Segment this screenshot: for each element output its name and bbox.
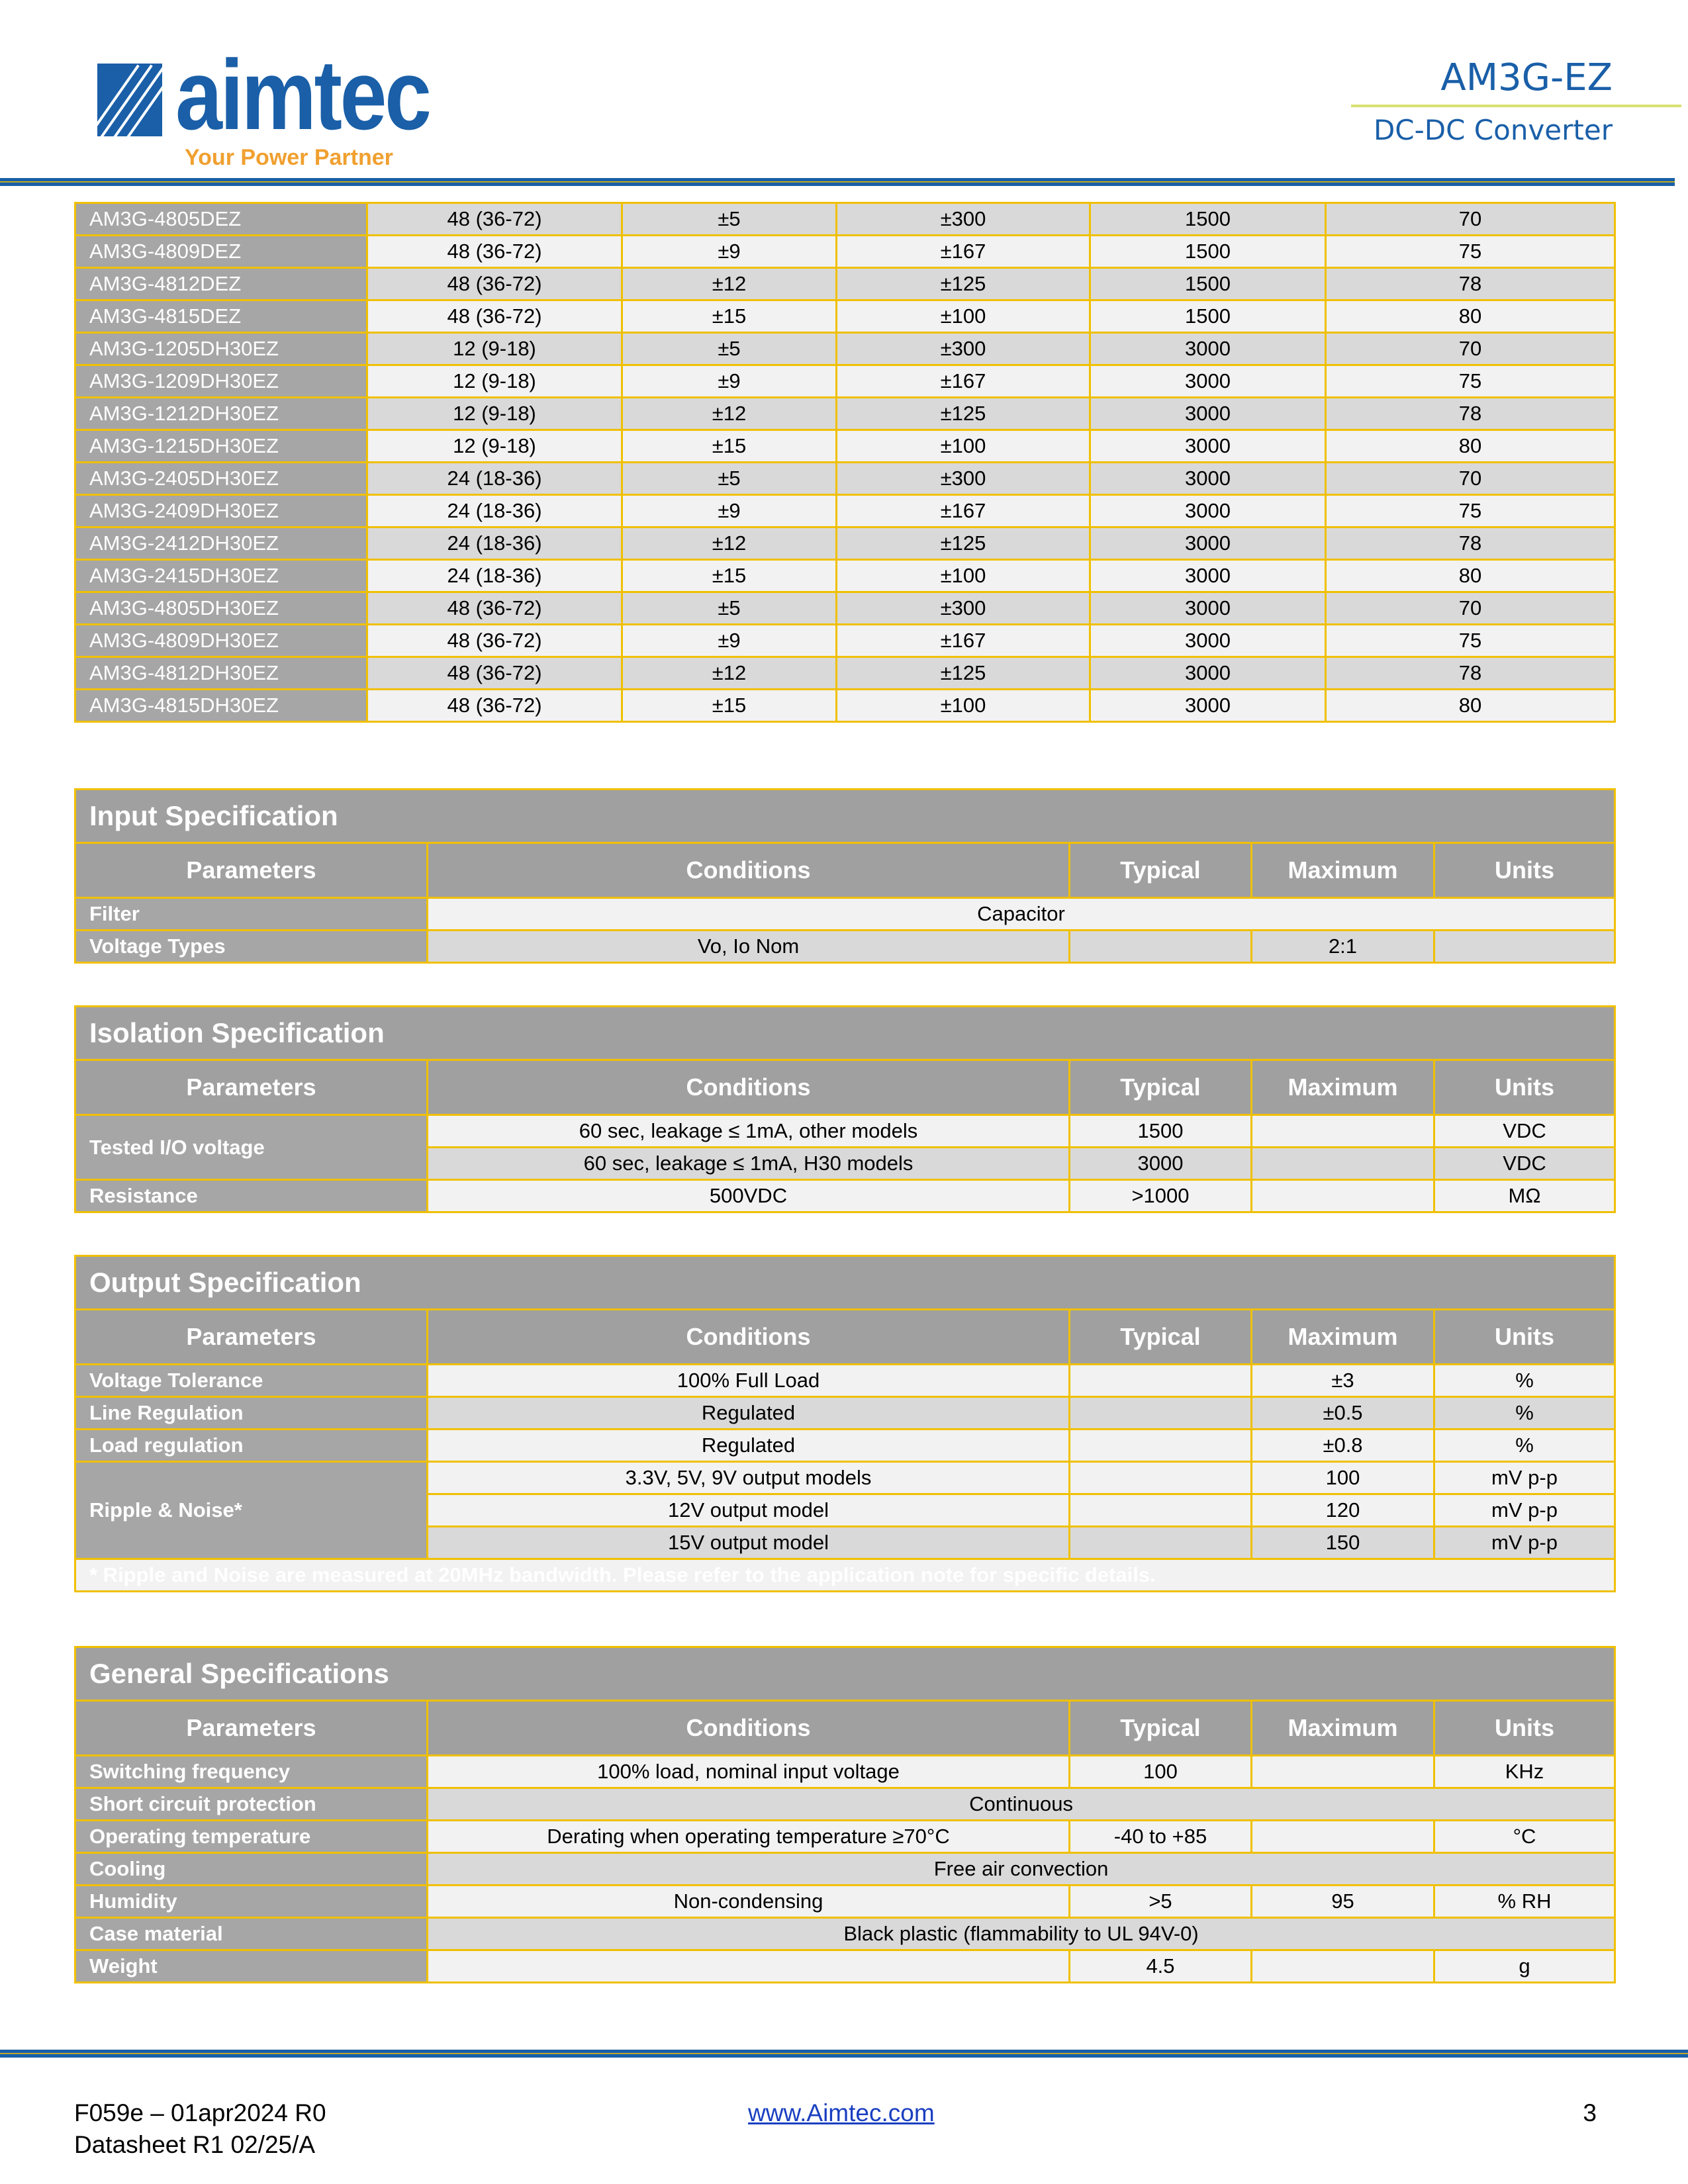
parameter-name: Switching frequency <box>75 1756 428 1788</box>
page-number: 3 <box>1583 2099 1597 2126</box>
table-cell: ±12 <box>622 268 837 300</box>
table-cell: g <box>1434 1950 1615 1983</box>
table-cell: 48 (36-72) <box>367 203 622 236</box>
table-cell: 24 (18-36) <box>367 495 622 527</box>
table-cell: mV p-p <box>1434 1462 1615 1494</box>
table-cell: ±3 <box>1252 1365 1434 1397</box>
product-subtitle: DC-DC Converter <box>1373 114 1613 146</box>
table-cell: Non-condensing <box>428 1886 1070 1918</box>
table-cell <box>1252 1950 1434 1983</box>
table-cell: ±300 <box>837 333 1090 365</box>
table-cell: VDC <box>1434 1115 1615 1148</box>
table-cell: 500VDC <box>428 1180 1070 1212</box>
models-table <box>74 202 1616 723</box>
table-cell: 48 (36-72) <box>367 690 622 722</box>
table-cell: 3000 <box>1090 592 1326 625</box>
table-cell: >1000 <box>1070 1180 1252 1212</box>
table-cell <box>1434 931 1615 963</box>
isolation-specification-table <box>74 1005 1616 1213</box>
column-header: Conditions <box>428 1310 1070 1365</box>
table-cell: 75 <box>1326 236 1615 268</box>
table-cell: 3000 <box>1090 625 1326 657</box>
table-cell: 3000 <box>1090 365 1326 398</box>
table-cell: 60 sec, leakage ≤ 1mA, H30 models <box>428 1148 1070 1180</box>
table-cell: ±12 <box>622 657 837 690</box>
table-cell: 3000 <box>1090 333 1326 365</box>
table-cell: ±167 <box>837 365 1090 398</box>
parameter-name: Line Regulation <box>75 1397 428 1430</box>
table-cell: 4.5 <box>1070 1950 1252 1983</box>
table-cell: ±15 <box>622 560 837 592</box>
parameter-name: Resistance <box>75 1180 428 1212</box>
table-cell <box>1252 1756 1434 1788</box>
table-cell: 80 <box>1326 300 1615 333</box>
table-cell: 70 <box>1326 463 1615 495</box>
parameter-name: Operating temperature <box>75 1821 428 1853</box>
table-cell: 48 (36-72) <box>367 625 622 657</box>
model-number: AM3G-1205DH30EZ <box>75 333 367 365</box>
table-cell: 60 sec, leakage ≤ 1mA, other models <box>428 1115 1070 1148</box>
table-cell <box>1070 1462 1252 1494</box>
table-cell: ±15 <box>622 300 837 333</box>
table-cell: 75 <box>1326 625 1615 657</box>
table-cell: mV p-p <box>1434 1527 1615 1559</box>
model-number: AM3G-4812DH30EZ <box>75 657 367 690</box>
table-cell: 12 (9-18) <box>367 430 622 463</box>
table-cell: VDC <box>1434 1148 1615 1180</box>
table-row <box>75 592 1615 625</box>
table-cell: % <box>1434 1430 1615 1462</box>
table-cell: ±12 <box>622 527 837 560</box>
table-cell: Free air convection <box>428 1853 1615 1886</box>
table-cell <box>428 1950 1070 1983</box>
table-cell: 24 (18-36) <box>367 560 622 592</box>
table-cell: ±100 <box>837 430 1090 463</box>
table-cell: >5 <box>1070 1886 1252 1918</box>
table-cell: ±0.8 <box>1252 1430 1434 1462</box>
general-specifications-table <box>74 1646 1616 1983</box>
table-cell <box>1070 1527 1252 1559</box>
table-cell: ±9 <box>622 236 837 268</box>
table-cell: °C <box>1434 1821 1615 1853</box>
table-cell <box>1252 1821 1434 1853</box>
logo-wordmark: aimtec <box>175 39 430 150</box>
table-cell: ±300 <box>837 463 1090 495</box>
table-cell: 15V output model <box>428 1527 1070 1559</box>
column-header: Maximum <box>1252 843 1434 898</box>
table-cell: 2:1 <box>1252 931 1434 963</box>
parameter-name: Short circuit protection <box>75 1788 428 1821</box>
table-cell: 100 <box>1252 1462 1434 1494</box>
model-number: AM3G-2415DH30EZ <box>75 560 367 592</box>
table-cell: ±125 <box>837 527 1090 560</box>
header-rule <box>0 178 1675 186</box>
table-cell: -40 to +85 <box>1070 1821 1252 1853</box>
table-cell: ±167 <box>837 236 1090 268</box>
table-row <box>75 560 1615 592</box>
footnote: * Ripple and Noise are measured at 20MHz bandwidth. Please refer to the application note for specific details. <box>75 1559 1615 1592</box>
table-cell: ±5 <box>622 203 837 236</box>
table-cell: 3000 <box>1070 1148 1252 1180</box>
model-number: AM3G-2409DH30EZ <box>75 495 367 527</box>
table-cell: ±5 <box>622 333 837 365</box>
table-cell: 3000 <box>1090 430 1326 463</box>
table-cell: ±167 <box>837 625 1090 657</box>
product-title: AM3G-EZ <box>1440 56 1613 99</box>
table-cell: 95 <box>1252 1886 1434 1918</box>
table-row <box>75 268 1615 300</box>
column-header: Parameters <box>75 1310 428 1365</box>
logo-mark-icon <box>97 64 162 136</box>
table-row <box>75 1430 1615 1462</box>
column-header: Typical <box>1070 1060 1252 1115</box>
model-number: AM3G-1212DH30EZ <box>75 398 367 430</box>
table-cell: 70 <box>1326 203 1615 236</box>
table-cell: 1500 <box>1070 1115 1252 1148</box>
table-cell: 24 (18-36) <box>367 527 622 560</box>
model-number: AM3G-1209DH30EZ <box>75 365 367 398</box>
table-row <box>75 1462 1615 1494</box>
table-row <box>75 1559 1615 1592</box>
model-number: AM3G-4815DEZ <box>75 300 367 333</box>
table-cell: 1500 <box>1090 203 1326 236</box>
table-cell: 3000 <box>1090 690 1326 722</box>
column-header: Parameters <box>75 1060 428 1115</box>
table-cell: 75 <box>1326 365 1615 398</box>
footer-website-link[interactable] <box>748 2099 935 2127</box>
table-cell: 1500 <box>1090 236 1326 268</box>
table-row <box>75 203 1615 236</box>
section-title: Input Specification <box>75 790 1615 843</box>
column-header: Conditions <box>428 1701 1070 1756</box>
table-cell: 48 (36-72) <box>367 236 622 268</box>
model-number: AM3G-2405DH30EZ <box>75 463 367 495</box>
table-cell: 1500 <box>1090 300 1326 333</box>
table-cell: ±15 <box>622 690 837 722</box>
parameter-name: Ripple & Noise* <box>75 1462 428 1559</box>
column-header: Units <box>1434 1310 1615 1365</box>
section-title: Isolation Specification <box>75 1007 1615 1060</box>
table-cell <box>1070 1494 1252 1527</box>
table-cell <box>1070 931 1252 963</box>
table-cell <box>1070 1397 1252 1430</box>
table-cell: ±100 <box>837 690 1090 722</box>
table-cell: Continuous <box>428 1788 1615 1821</box>
table-cell: Derating when operating temperature ≥70°C <box>428 1821 1070 1853</box>
parameter-name: Load regulation <box>75 1430 428 1462</box>
table-cell: 70 <box>1326 592 1615 625</box>
column-header: Units <box>1434 1060 1615 1115</box>
table-cell <box>1252 1115 1434 1148</box>
table-cell: 3000 <box>1090 463 1326 495</box>
table-row <box>75 1365 1615 1397</box>
column-header: Parameters <box>75 1701 428 1756</box>
table-cell: ±12 <box>622 398 837 430</box>
table-row <box>75 1115 1615 1148</box>
table-cell: ±9 <box>622 495 837 527</box>
table-cell: ±9 <box>622 625 837 657</box>
model-number: AM3G-4815DH30EZ <box>75 690 367 722</box>
column-header: Maximum <box>1252 1310 1434 1365</box>
model-number: AM3G-4809DEZ <box>75 236 367 268</box>
parameter-name: Filter <box>75 898 428 931</box>
input-specification-table <box>74 788 1616 964</box>
table-row <box>75 1180 1615 1212</box>
table-cell: 12 (9-18) <box>367 398 622 430</box>
parameter-name: Voltage Types <box>75 931 428 963</box>
model-number: AM3G-4805DH30EZ <box>75 592 367 625</box>
table-cell: 120 <box>1252 1494 1434 1527</box>
column-header: Typical <box>1070 1310 1252 1365</box>
table-cell: 3000 <box>1090 495 1326 527</box>
table-cell: 100% load, nominal input voltage <box>428 1756 1070 1788</box>
table-cell: ±15 <box>622 430 837 463</box>
table-row <box>75 625 1615 657</box>
table-row <box>75 1756 1615 1788</box>
table-cell: 80 <box>1326 690 1615 722</box>
table-cell: 48 (36-72) <box>367 300 622 333</box>
model-number: AM3G-2412DH30EZ <box>75 527 367 560</box>
table-cell: 80 <box>1326 560 1615 592</box>
table-row <box>75 463 1615 495</box>
website-link[interactable]: www.Aimtec.com <box>748 2099 935 2126</box>
table-cell: Black plastic (flammability to UL 94V-0) <box>428 1918 1615 1950</box>
logo-tagline: Your Power Partner <box>185 145 393 170</box>
table-cell: ±9 <box>622 365 837 398</box>
table-cell: 3000 <box>1090 398 1326 430</box>
table-cell: 3000 <box>1090 657 1326 690</box>
table-row <box>75 657 1615 690</box>
parameter-name: Voltage Tolerance <box>75 1365 428 1397</box>
section-title: General Specifications <box>75 1647 1615 1701</box>
column-header: Parameters <box>75 843 428 898</box>
table-cell: mV p-p <box>1434 1494 1615 1527</box>
table-cell: KHz <box>1434 1756 1615 1788</box>
table-cell <box>1070 1365 1252 1397</box>
table-row <box>75 1950 1615 1983</box>
table-cell: 100% Full Load <box>428 1365 1070 1397</box>
title-divider <box>1351 105 1681 107</box>
table-cell <box>1252 1180 1434 1212</box>
table-cell: ±125 <box>837 268 1090 300</box>
column-header: Conditions <box>428 843 1070 898</box>
table-cell: Regulated <box>428 1430 1070 1462</box>
table-row <box>75 1397 1615 1430</box>
output-specification-table <box>74 1255 1616 1592</box>
footer-rule <box>0 2050 1688 2058</box>
model-number: AM3G-4805DEZ <box>75 203 367 236</box>
section-title: Output Specification <box>75 1256 1615 1310</box>
table-row <box>75 365 1615 398</box>
table-cell: 3000 <box>1090 560 1326 592</box>
table-row <box>75 495 1615 527</box>
table-cell: 12 (9-18) <box>367 365 622 398</box>
table-cell: Regulated <box>428 1397 1070 1430</box>
column-header: Units <box>1434 843 1615 898</box>
table-row <box>75 1918 1615 1950</box>
footer-doc-code: F059e – 01apr2024 R0 <box>74 2099 326 2126</box>
table-cell: ±300 <box>837 203 1090 236</box>
table-cell: % RH <box>1434 1886 1615 1918</box>
table-cell: ±300 <box>837 592 1090 625</box>
table-cell: 78 <box>1326 527 1615 560</box>
table-row <box>75 1853 1615 1886</box>
column-header: Units <box>1434 1701 1615 1756</box>
table-cell: 12V output model <box>428 1494 1070 1527</box>
model-number: AM3G-4812DEZ <box>75 268 367 300</box>
table-cell: Vo, Io Nom <box>428 931 1070 963</box>
table-cell: 100 <box>1070 1756 1252 1788</box>
table-cell: MΩ <box>1434 1180 1615 1212</box>
table-row <box>75 1788 1615 1821</box>
table-cell: 80 <box>1326 430 1615 463</box>
table-cell <box>1252 1148 1434 1180</box>
table-cell: 3000 <box>1090 527 1326 560</box>
parameter-name: Cooling <box>75 1853 428 1886</box>
table-cell: 48 (36-72) <box>367 592 622 625</box>
table-row <box>75 1821 1615 1853</box>
table-cell: 75 <box>1326 495 1615 527</box>
table-row <box>75 1886 1615 1918</box>
aimtec-logo <box>97 39 435 171</box>
table-cell: ±100 <box>837 300 1090 333</box>
table-cell: 150 <box>1252 1527 1434 1559</box>
table-cell: 70 <box>1326 333 1615 365</box>
table-cell: 78 <box>1326 268 1615 300</box>
parameter-name: Case material <box>75 1918 428 1950</box>
table-cell: 1500 <box>1090 268 1326 300</box>
table-row <box>75 430 1615 463</box>
column-header: Typical <box>1070 843 1252 898</box>
table-cell: 24 (18-36) <box>367 463 622 495</box>
table-cell: ±125 <box>837 398 1090 430</box>
column-header: Conditions <box>428 1060 1070 1115</box>
table-cell: ±0.5 <box>1252 1397 1434 1430</box>
table-cell: 12 (9-18) <box>367 333 622 365</box>
parameter-name: Tested I/O voltage <box>75 1115 428 1180</box>
column-header: Typical <box>1070 1701 1252 1756</box>
parameter-name: Humidity <box>75 1886 428 1918</box>
footer-datasheet: Datasheet R1 02/25/A <box>74 2131 316 2158</box>
table-cell: 3.3V, 5V, 9V output models <box>428 1462 1070 1494</box>
table-row <box>75 398 1615 430</box>
table-cell: % <box>1434 1365 1615 1397</box>
table-cell: % <box>1434 1397 1615 1430</box>
table-cell: 48 (36-72) <box>367 657 622 690</box>
table-row <box>75 236 1615 268</box>
table-cell: 48 (36-72) <box>367 268 622 300</box>
table-cell: ±167 <box>837 495 1090 527</box>
column-header: Maximum <box>1252 1060 1434 1115</box>
table-cell: 78 <box>1326 657 1615 690</box>
table-cell: Capacitor <box>428 898 1615 931</box>
parameter-name: Weight <box>75 1950 428 1983</box>
table-row <box>75 333 1615 365</box>
table-row <box>75 690 1615 722</box>
table-cell: ±100 <box>837 560 1090 592</box>
table-cell: ±5 <box>622 463 837 495</box>
table-row <box>75 931 1615 963</box>
table-cell <box>1070 1430 1252 1462</box>
table-row <box>75 300 1615 333</box>
column-header: Maximum <box>1252 1701 1434 1756</box>
model-number: AM3G-1215DH30EZ <box>75 430 367 463</box>
table-row <box>75 898 1615 931</box>
table-row <box>75 527 1615 560</box>
table-cell: 78 <box>1326 398 1615 430</box>
table-cell: ±125 <box>837 657 1090 690</box>
table-cell: ±5 <box>622 592 837 625</box>
model-number: AM3G-4809DH30EZ <box>75 625 367 657</box>
